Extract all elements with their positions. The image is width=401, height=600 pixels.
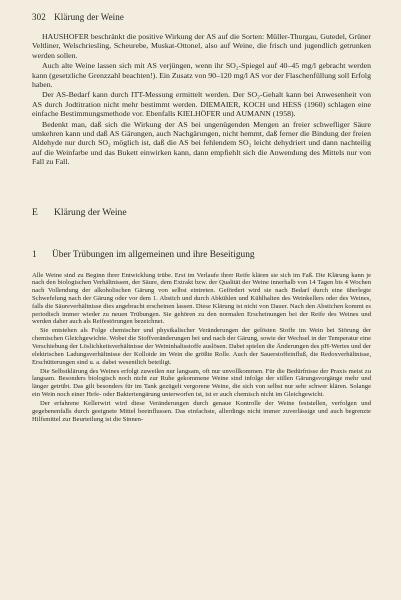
running-title: Klärung der Weine [54, 12, 124, 22]
paragraph-alle-weine: Alle Weine sind zu Beginn ihrer Entwicklung trübe. Erst im Verlaufe ihrer Reife klären sie sich im Faß. Die Klärung kann je nach den biologischen Verhältnissen, der Säure, dem Extrakt bzw. der Qualität der Weine innerhalb von 14 Tagen bis 4 Wochen nach Vollendung der alkoholischen Gärung von selbst eintreten. Gefördert wird sie nach Bedarf durch eine überlegte Schwefelung nach der Gärung oder vor dem 1. Abstich und durch Abkühlen und Kühlhalten des Weinkellers oder des Weines, falls die Säureverhältnisse dies angebracht erscheinen lassen. Diese Klärung ist nicht von Dauer. Nach den Abstichen kommt es periodisch immer wieder zu neuen Trübungen. Sie gehören zu den normalen Erscheinungen bei der Reife des Weines und werden daher auch als Reifestörungen bezeichnet. [32, 271, 371, 326]
running-header [32, 12, 371, 22]
paragraph-as-bedarf: Der AS-Bedarf kann durch ITT-Messung ermittelt werden. Der SO₂-Gehalt kann bei Anwesenheit von AS durch Jodtitration nicht mehr bestimmt werden. DIEMAIER, KOCH und HESS (1960) schlagen eine einfache Bestimmungsmethode vor. Ebenfalls KIELHÖFER und AUMANN (1958). [32, 90, 371, 119]
paragraph-haushofer: HAUSHOFER beschränkt die positive Wirkung der AS auf die Sorten: Müller-Thurgau, Gutedel, Grüner Veltliner, Welschriesling, Scheurebe, Muskat-Ottonel, also auf Weine, die frisch und jugendlich getrunken werden sollen. [32, 32, 371, 60]
subsection-title: Über Trübungen im allgemeinen und ihre Beseitigung [52, 249, 255, 260]
paragraph-selbstklaerung: Die Selbstklärung des Weines erfolgt zuweilen nur langsam, oft nur unvollkommen. Für die Bedürfnisse der Praxis meist zu langsam. Besonders biologisch noch nicht zur Ruhe gekommene Weine sind infolge der stillen Gärungsvorgänge mehr und länger getrübt. Das gilt besonders für im Tank gezügelt vergorene Weine, die sich von selbst nur sehr schwer klären. Solange ein Wein noch einer Hefe- oder Bakteriengärung unterworfen ist, ist er auch chemisch nicht im Gleichgewicht. [32, 367, 371, 399]
paragraph-kellerwirt: Der erfahrene Kellerwirt wird diese Veränderungen durch genaue Kontrolle der Weine feststellen, verfolgen und gegebenenfalls durch geeignete Mittel beeinflussen. Das einfachste, allerdings nicht immer zuverlässige und auch begrenzte Hilfsmittel zur Beurteilung ist die Sinnen- [32, 400, 371, 423]
section-heading [32, 207, 371, 218]
section-title: Klärung der Weine [54, 206, 127, 218]
paragraph-entstehen: Sie entstehen als Folge chemischer und physikalischer Veränderungen der gelösten Stoffe im Wein bei Störung der chemischen Gleichgewichte. Wobei die Stoffveränderungen bei und nach der Gärung, sowie der Wechsel in der Temperatur eine Verschiebung der Löslichkeitsverhältnisse der Weininhaltsstoffe auslösen. Dabei spielen die Änderungen des pH-Wertes und der elektrischen Ladungsverhältnisse der Kolloide im Wein die größte Rolle. Auch der Sauerstoffeinfluß, die Redoxverhältnisse, Erschütterungen sind u. a. dabei wesentlich beteiligt. [32, 327, 371, 366]
subsection-heading [32, 250, 371, 260]
paragraph-alte-weine: Auch alte Weine lassen sich mit AS verjüngen, wenn ihr SO₂-Spiegel auf 40–45 mg/l gebracht werden kann (gesetzliche Grenzzahl beachten!). Ein Zusatz von 90–120 mg/l AS vor der Flaschenfüllung soll Erfolg haben. [32, 61, 371, 90]
section-letter: E [32, 206, 38, 218]
subsection-number: 1 [32, 249, 37, 260]
paragraph-bedenkt: Bedenkt man, daß sich die Wirkung der AS bei ungenügenden Mengen an freier schwefliger Säure umkehren kann und daß AS Gärungen, auch Nachgärungen, nicht hemmt, daß ferner die Bindung der freien Aldehyde nur durch SO₂ möglich ist, daß die AS bei fehlendem SO₂ leicht dehydriert und dann nachteilig auf die Weinfarbe und das Bukett einwirken kann, dann empfiehlt sich die Anwendung des Mittels nur von Fall zu Fall. [32, 119, 371, 167]
page-number: 302 [32, 12, 46, 22]
